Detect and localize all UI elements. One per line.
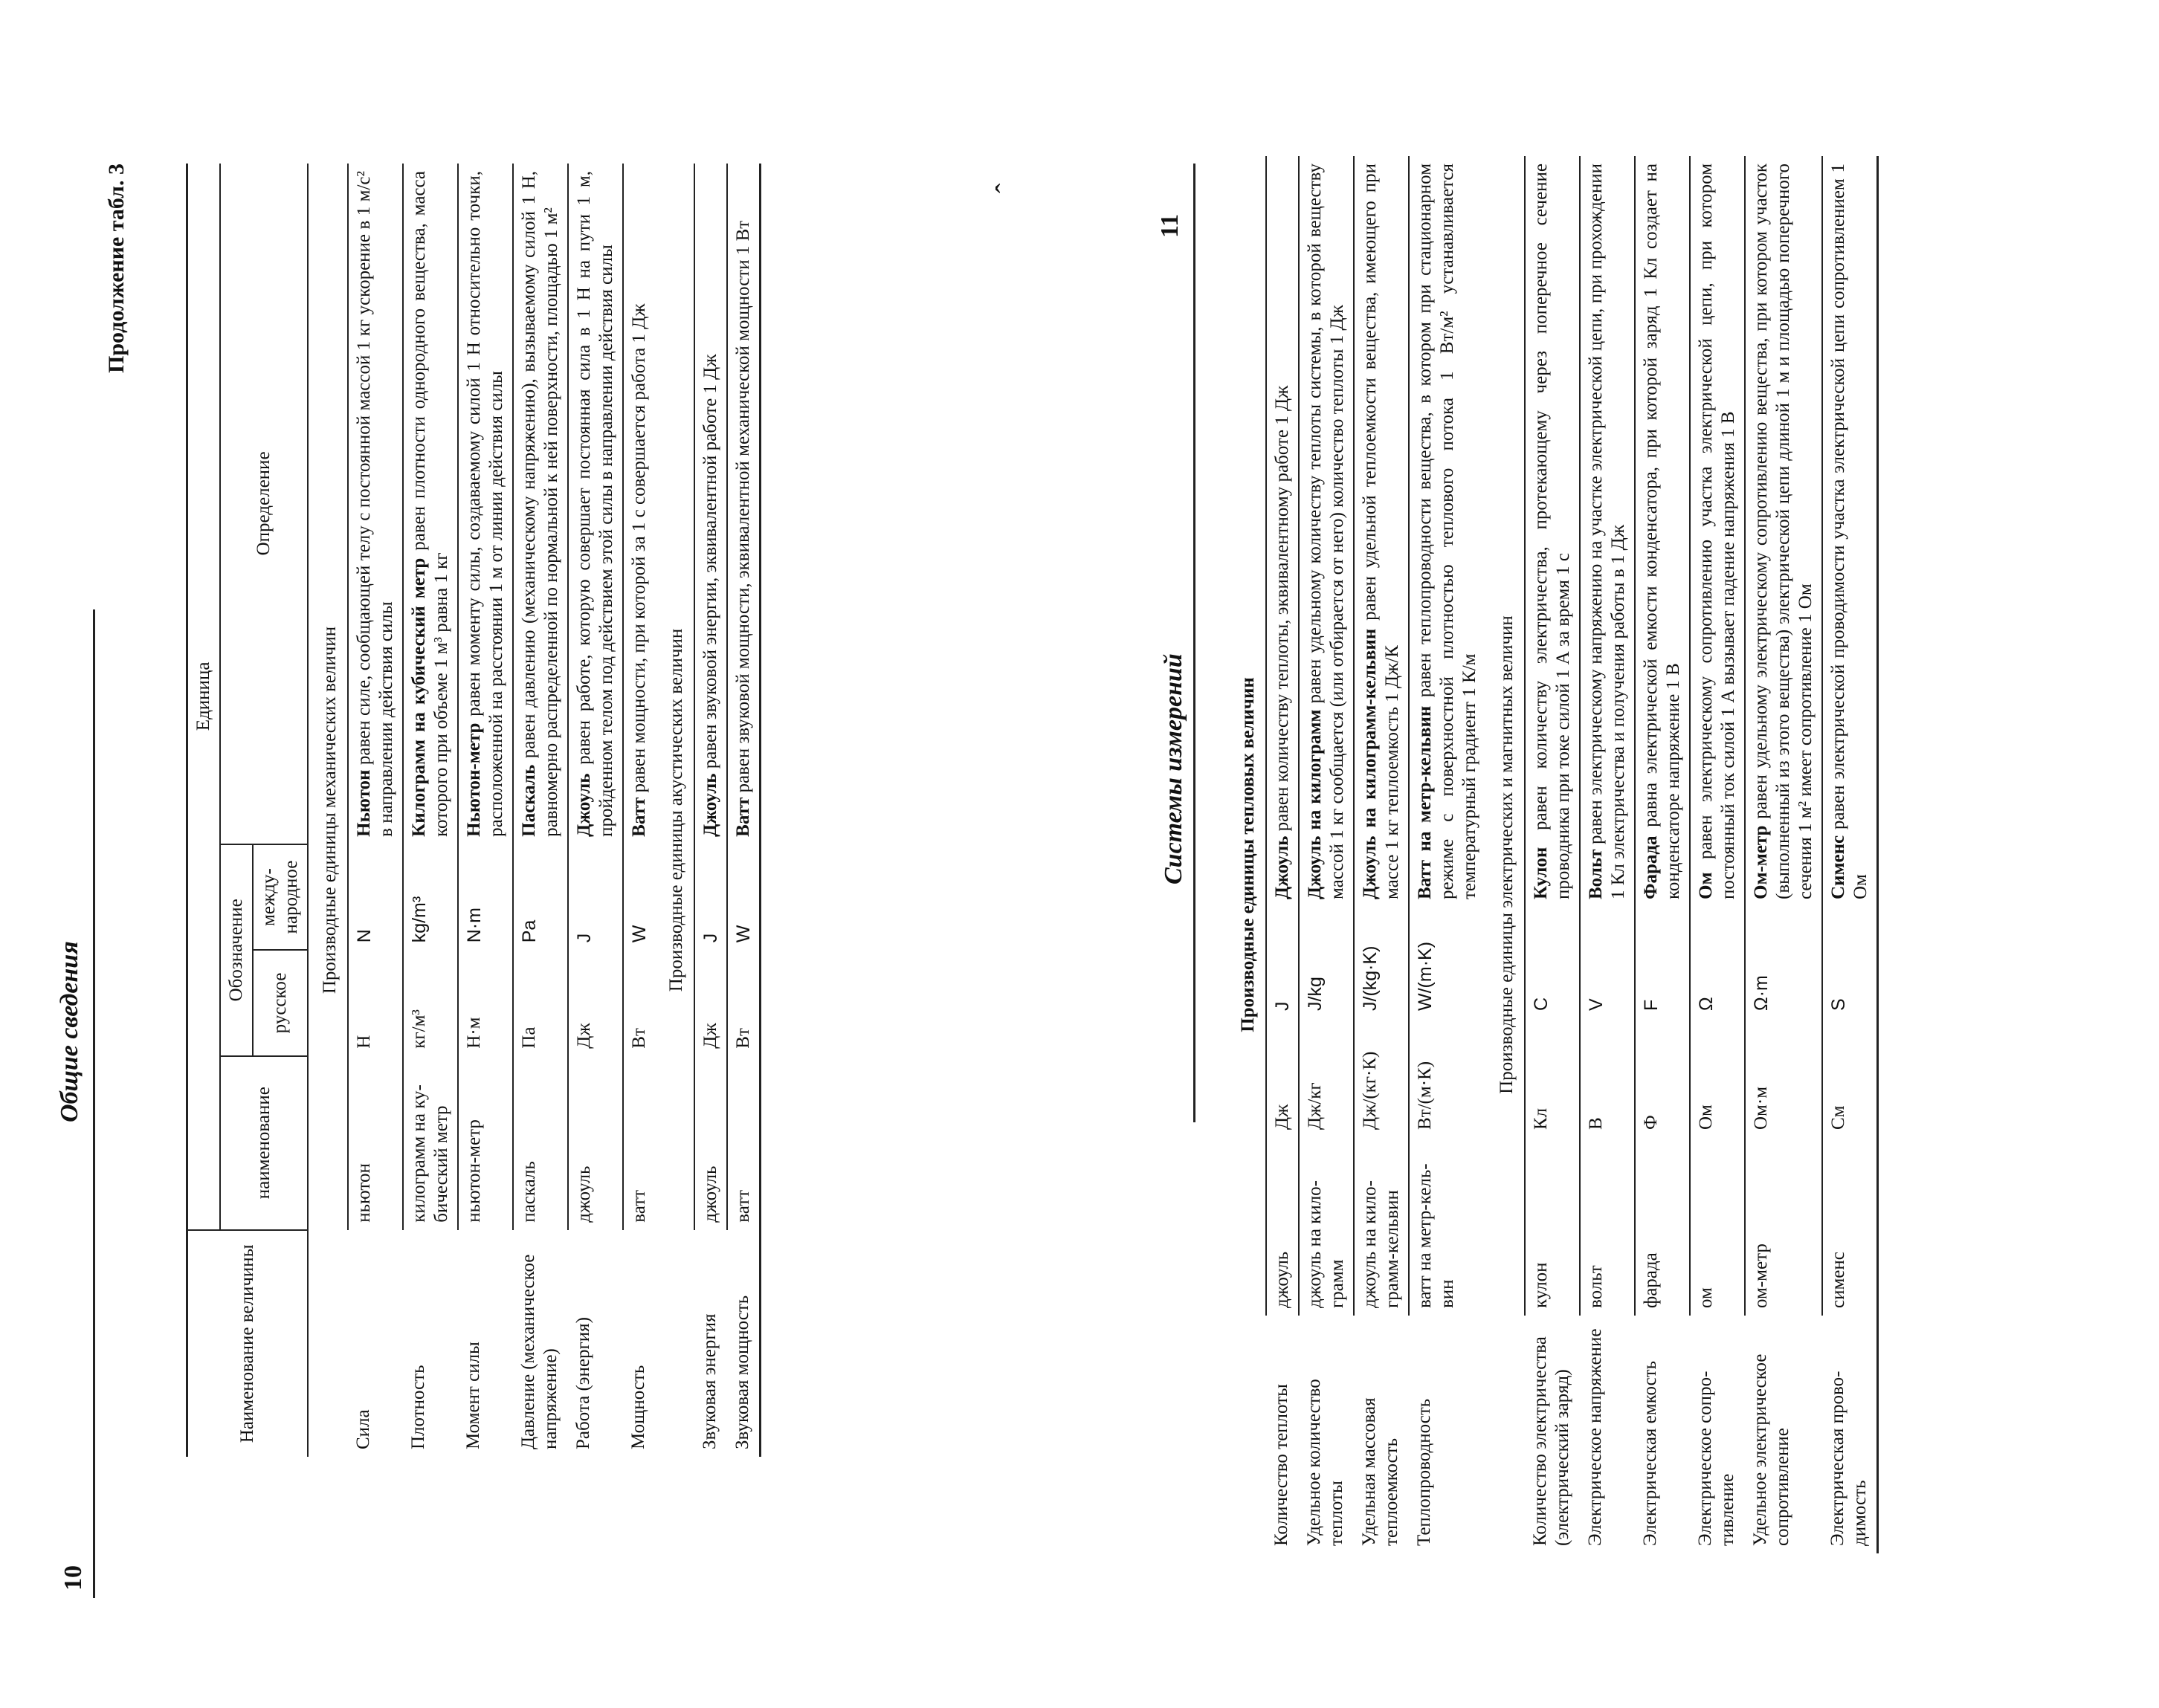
unit-name-cell: фарада bbox=[1635, 1137, 1690, 1316]
table-row bbox=[1745, 156, 1822, 1553]
russian-symbol-cell: Вт bbox=[727, 950, 761, 1055]
definition-lead-term: Ом bbox=[1696, 872, 1716, 899]
definition-lead-term: Вольт bbox=[1586, 849, 1606, 899]
definition-text: равна электрической емкости конденсатора, при которой заряд 1 Кл создает на конденсаторе напряжение 1 В bbox=[1641, 163, 1683, 899]
international-symbol-cell: V bbox=[1580, 907, 1635, 1018]
table-row bbox=[1266, 156, 1299, 1553]
definition-text: равен электрическому сопротивлению участка электрической цепи, при котором постоянный ток силой 1 А вызывает падение напряжения 1 В bbox=[1696, 163, 1738, 899]
definition-cell bbox=[1822, 156, 1878, 907]
definition-lead-term: Джоуль на килограмм-кельвин bbox=[1360, 628, 1380, 899]
quantity-cell: Давление (механическое напряжение) bbox=[518, 1254, 561, 1449]
unit-name-cell: джоуль bbox=[694, 1056, 727, 1230]
definition-lead-term: Кулон bbox=[1531, 847, 1551, 899]
quantity-cell: Сила bbox=[353, 1409, 373, 1449]
definition-lead-term: Ватт на метр-кельвин bbox=[1415, 705, 1435, 899]
section-heading-row bbox=[1227, 156, 1266, 1553]
definition-text: равен моменту силы, создаваемому силой 1 Н относительно точки, расположенной на расстоянии 1 м от линии действия силы bbox=[464, 171, 506, 837]
definition-text: равен давлению (механическому напряжению), вызываемому силой 1 Н, равномерно распределенной по нормальной к ней поверхности, площадью 1 м² bbox=[519, 171, 561, 837]
unit-name-cell: ом bbox=[1690, 1137, 1745, 1316]
quantity-cell: Удельное количество теплоты bbox=[1304, 1379, 1346, 1546]
international-symbol-cell: Ω bbox=[1690, 907, 1745, 1018]
international-symbol-cell: J bbox=[694, 844, 727, 950]
table-row bbox=[1580, 156, 1635, 1553]
unit-name-cell: ватт bbox=[727, 1056, 761, 1230]
section-heading-row bbox=[1485, 156, 1525, 1553]
definition-text: равен количеству теплоты, эквивалентному работе 1 Дж bbox=[1272, 385, 1292, 836]
definition-text: равен звуковой энергии, эквивалентной работе 1 Дж bbox=[700, 354, 720, 774]
table-row bbox=[727, 164, 761, 1457]
definition-cell bbox=[1525, 156, 1580, 907]
unit-name-cell: килограмм на кубический метр bbox=[403, 1056, 458, 1230]
table-row bbox=[1690, 156, 1745, 1553]
table-row bbox=[1822, 156, 1878, 1553]
quantity-cell: Момент силы bbox=[463, 1342, 483, 1449]
international-symbol-cell: Pa bbox=[513, 844, 568, 950]
page-edge-mark: ˆ bbox=[990, 183, 1023, 193]
international-symbol-cell: W bbox=[623, 844, 655, 950]
section-heading-row bbox=[308, 164, 348, 1457]
header-designation: Обозначение bbox=[220, 844, 253, 1056]
definition-lead-term: Фарада bbox=[1641, 835, 1661, 899]
definition-lead-term: Килограмм на кубический метр bbox=[409, 557, 429, 837]
definition-text: равен звуковой мощности, эквивалентной механической мощности 1 Вт bbox=[733, 220, 753, 798]
right-page bbox=[1156, 156, 2082, 1598]
header-quantity: Наименование величины bbox=[187, 1230, 309, 1457]
units-table-right bbox=[1227, 156, 1879, 1553]
definition-cell bbox=[1690, 156, 1745, 907]
definition-cell bbox=[1745, 156, 1822, 907]
international-symbol-cell: J/kg bbox=[1299, 907, 1354, 1018]
russian-symbol-cell: В bbox=[1580, 1018, 1635, 1137]
header-international: международное bbox=[253, 844, 308, 950]
header-russian: русское bbox=[253, 950, 308, 1055]
russian-symbol-cell: Дж bbox=[694, 950, 727, 1055]
unit-name-cell: ньютон-метр bbox=[458, 1056, 513, 1230]
table-row bbox=[1409, 156, 1485, 1553]
quantity-cell: Электрическое сопротивление bbox=[1695, 1371, 1737, 1546]
table-row bbox=[458, 164, 513, 1457]
header-definition: Определение bbox=[220, 164, 308, 844]
international-symbol-cell: C bbox=[1525, 907, 1580, 1018]
international-symbol-cell: J bbox=[568, 844, 623, 950]
table-bottom-rule bbox=[761, 164, 762, 1457]
definition-text: равен удельному электрическому сопротивлению вещества, при котором участок (выполненный из этого вещества) электрической цепи длиной 1 м и площадью поперечного сечения 1 м² имеет сопротивление 1 Ом bbox=[1751, 163, 1816, 899]
international-symbol-cell: J bbox=[1266, 907, 1299, 1018]
definition-cell bbox=[623, 164, 655, 844]
international-symbol-cell: kg/m³ bbox=[403, 844, 458, 950]
quantity-cell: Звуковая энергия bbox=[700, 1313, 720, 1449]
unit-name-cell: ом-метр bbox=[1745, 1137, 1822, 1316]
table-row bbox=[1354, 156, 1409, 1553]
section-title: Производные единицы тепловых величин bbox=[1238, 677, 1258, 1032]
russian-symbol-cell: Н·м bbox=[458, 950, 513, 1055]
table-row bbox=[1635, 156, 1690, 1553]
bottom-rule-cell bbox=[1878, 156, 1879, 1553]
russian-symbol-cell: Дж bbox=[1266, 1018, 1299, 1137]
table-continuation-label: Продолжение табл. 3 bbox=[104, 164, 129, 374]
unit-name-cell: ватт на метр-кельвин bbox=[1409, 1137, 1485, 1316]
definition-text: равен теплопроводности вещества, в котором при стационарном режиме с поверхностной плотностью теплового потока 1 Вт/м² устанавливается температурный градиент 1 К/м bbox=[1415, 163, 1479, 899]
running-head-left: Общие сведения bbox=[56, 941, 83, 1122]
definition-text: равен удельному количеству теплоты системы, в которой веществу массой 1 кг сообщается (или отбирается от него) количество теплоты 1 Дж bbox=[1305, 163, 1347, 899]
running-head-right: Системы измерений bbox=[1160, 653, 1187, 884]
unit-name-cell: джоуль на килограмм-кельвин bbox=[1354, 1137, 1409, 1316]
page-number-right: 11 bbox=[1156, 213, 1184, 238]
russian-symbol-cell: Па bbox=[513, 950, 568, 1055]
section-title: Производные единицы механических величин bbox=[320, 626, 340, 994]
left-table-body bbox=[308, 164, 761, 1457]
definition-cell bbox=[1299, 156, 1354, 907]
definition-text: равен силе, сообщающей телу с постоянной массой 1 кг ускорение в 1 м/с² в направлении действия силы bbox=[354, 171, 396, 837]
section-heading-row bbox=[655, 164, 694, 1457]
unit-name-cell: паскаль bbox=[513, 1056, 568, 1230]
definition-cell bbox=[694, 164, 727, 844]
section-title: Производные единицы акустических величин bbox=[666, 628, 686, 992]
definition-text: равен удельной теплоемкости вещества, имеющего при массе 1 кг теплоемкость 1 Дж/К bbox=[1360, 163, 1402, 899]
definition-lead-term: Джоуль bbox=[1272, 835, 1292, 899]
definition-lead-term: Ватт bbox=[733, 797, 753, 837]
definition-text: равен электрической проводимости участка электрической цепи сопротивлением 1 Ом bbox=[1828, 163, 1871, 899]
definition-lead-term: Ньютон bbox=[354, 769, 374, 837]
definition-text: равен количеству электричества, протекающему через поперечное сечение проводника при токе силой 1 А за время 1 с bbox=[1531, 163, 1573, 899]
international-symbol-cell: W/(m·K) bbox=[1409, 907, 1485, 1018]
definition-cell bbox=[1354, 156, 1409, 907]
unit-name-cell: ньютон bbox=[348, 1056, 403, 1230]
definition-cell bbox=[348, 164, 403, 844]
quantity-cell: Мощность bbox=[628, 1365, 648, 1449]
definition-text: равен работе, которую совершает постоянная сила в 1 Н на пути 1 м, пройденном телом под действием этой силы в направлении действия силы bbox=[574, 171, 616, 837]
international-symbol-cell: W bbox=[727, 844, 761, 950]
russian-symbol-cell: Н bbox=[348, 950, 403, 1055]
header-unit: Единица bbox=[187, 164, 221, 1230]
head-rule-right bbox=[1193, 164, 1195, 1122]
quantity-cell: Электрическая емкость bbox=[1640, 1360, 1660, 1546]
definition-cell bbox=[458, 164, 513, 844]
russian-symbol-cell: Ом bbox=[1690, 1018, 1745, 1137]
definition-text: равен электрическому напряжению на участке электрической цепи, при прохождении 1 Кл электричества и получения работы в 1 Дж bbox=[1586, 163, 1628, 899]
table-row bbox=[1299, 156, 1354, 1553]
unit-name-cell: джоуль на килограмм bbox=[1299, 1137, 1354, 1316]
definition-lead-term: Джоуль на килограмм bbox=[1305, 709, 1325, 899]
table-bottom-rule bbox=[1878, 156, 1879, 1553]
international-symbol-cell: F bbox=[1635, 907, 1690, 1018]
bottom-rule-cell bbox=[761, 164, 762, 1457]
quantity-cell: Плотность bbox=[408, 1365, 428, 1449]
russian-symbol-cell: Вт/(м·К) bbox=[1409, 1018, 1485, 1137]
quantity-cell: Количество электричества (электрический заряд) bbox=[1530, 1336, 1572, 1546]
definition-lead-term: Ом-метр bbox=[1751, 825, 1771, 899]
unit-name-cell: сименс bbox=[1822, 1137, 1878, 1316]
table-row bbox=[568, 164, 623, 1457]
header-name: наименование bbox=[220, 1056, 308, 1230]
russian-symbol-cell: См bbox=[1822, 1018, 1878, 1137]
quantity-cell: Электрическое напряжение bbox=[1585, 1328, 1605, 1546]
definition-cell bbox=[727, 164, 761, 844]
definition-cell bbox=[513, 164, 568, 844]
table-row bbox=[513, 164, 568, 1457]
definition-lead-term: Ватт bbox=[629, 797, 649, 837]
definition-lead-term: Паскаль bbox=[519, 764, 539, 837]
unit-name-cell: кулон bbox=[1525, 1137, 1580, 1316]
definition-lead-term: Джоуль bbox=[574, 773, 594, 837]
table-row bbox=[694, 164, 727, 1457]
russian-symbol-cell: Дж/кг bbox=[1299, 1018, 1354, 1137]
definition-cell bbox=[1409, 156, 1485, 907]
quantity-cell: Электрическая проводимость bbox=[1827, 1371, 1870, 1546]
definition-lead-term: Ньютон-метр bbox=[464, 722, 484, 837]
table-row bbox=[348, 164, 403, 1457]
left-page bbox=[0, 156, 1041, 1598]
international-symbol-cell: S bbox=[1822, 907, 1878, 1018]
russian-symbol-cell: Дж bbox=[568, 950, 623, 1055]
definition-text: равен мощности, при которой за 1 с совершается работа 1 Дж bbox=[629, 303, 649, 798]
quantity-cell: Количество теплоты bbox=[1271, 1384, 1291, 1546]
international-symbol-cell: J/(kg·K) bbox=[1354, 907, 1409, 1018]
definition-cell bbox=[403, 164, 458, 844]
unit-name-cell: джоуль bbox=[568, 1056, 623, 1230]
quantity-cell: Звуковая мощность bbox=[732, 1295, 752, 1449]
definition-cell bbox=[1580, 156, 1635, 907]
international-symbol-cell: N·m bbox=[458, 844, 513, 950]
international-symbol-cell: Ω·m bbox=[1745, 907, 1822, 1018]
definition-text: равен плотности однородного вещества, масса которого при объеме 1 м³ равна 1 кг bbox=[409, 170, 451, 837]
right-table-body bbox=[1227, 156, 1879, 1553]
definition-cell bbox=[1635, 156, 1690, 907]
quantity-cell: Удельная массовая теплоемкость bbox=[1359, 1397, 1401, 1546]
russian-symbol-cell: Вт bbox=[623, 950, 655, 1055]
quantity-cell: Удельное электрическое сопротивление bbox=[1750, 1353, 1792, 1546]
definition-lead-term: Джоуль bbox=[700, 773, 720, 837]
unit-name-cell: ватт bbox=[623, 1056, 655, 1230]
definition-lead-term: Сименс bbox=[1828, 835, 1848, 899]
russian-symbol-cell: Ф bbox=[1635, 1018, 1690, 1137]
table-row bbox=[403, 164, 458, 1457]
unit-name-cell: вольт bbox=[1580, 1137, 1635, 1316]
unit-name-cell: джоуль bbox=[1266, 1137, 1299, 1316]
russian-symbol-cell: кг/м³ bbox=[403, 950, 458, 1055]
page-number-left: 10 bbox=[59, 1565, 87, 1591]
russian-symbol-cell: Дж/(кг·К) bbox=[1354, 1018, 1409, 1137]
russian-symbol-cell: Кл bbox=[1525, 1018, 1580, 1137]
section-title: Производные единицы электрических и магнитных величин bbox=[1497, 615, 1517, 1094]
quantity-cell: Работа (энергия) bbox=[573, 1317, 593, 1449]
table-row bbox=[1525, 156, 1580, 1553]
definition-cell bbox=[568, 164, 623, 844]
head-rule-left bbox=[93, 609, 95, 1598]
table-row bbox=[623, 164, 655, 1457]
international-symbol-cell: N bbox=[348, 844, 403, 950]
definition-cell bbox=[1266, 156, 1299, 907]
units-table-left bbox=[186, 164, 761, 1457]
russian-symbol-cell: Ом·м bbox=[1745, 1018, 1822, 1137]
quantity-cell: Теплопроводность bbox=[1414, 1398, 1434, 1546]
